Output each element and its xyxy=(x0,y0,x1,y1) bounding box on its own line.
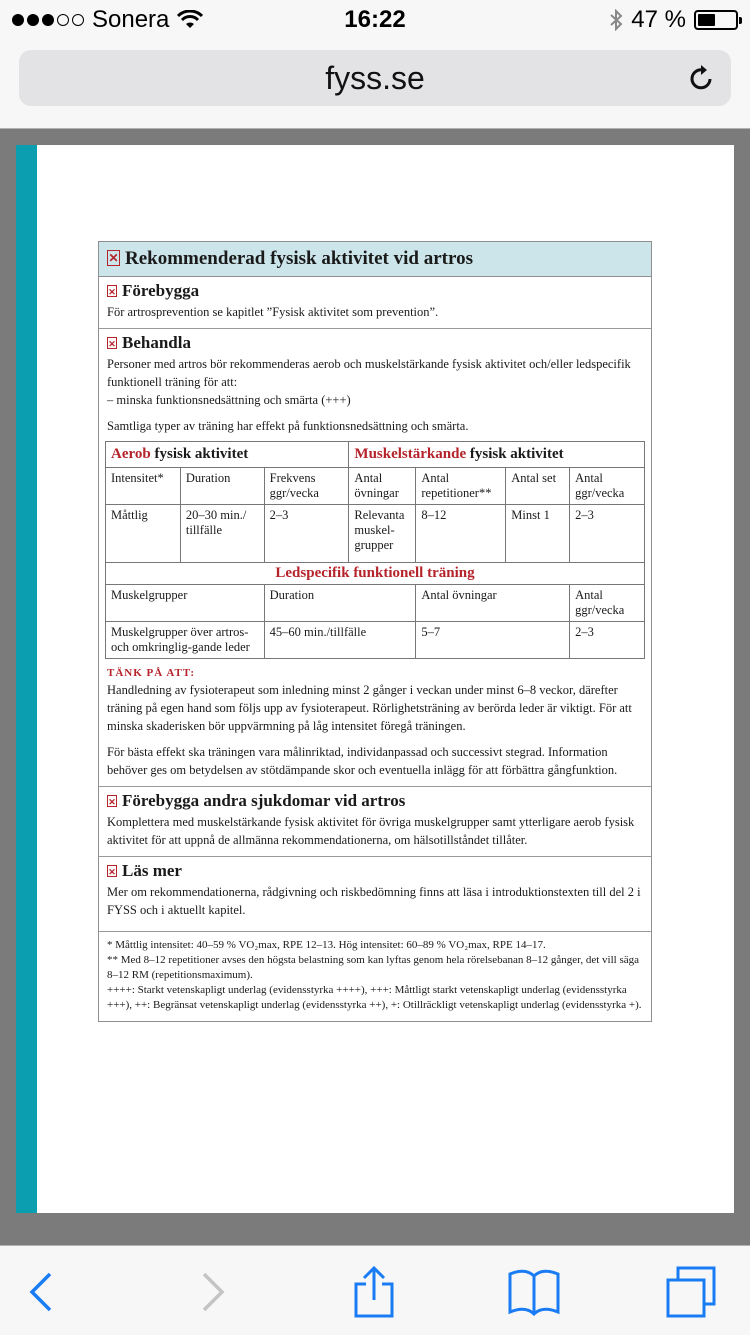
carrier-name: Sonera xyxy=(92,6,170,33)
browser-toolbar xyxy=(0,40,750,129)
square-icon: ✕ xyxy=(108,797,116,807)
section-heading: ✕ Behandla xyxy=(108,333,191,352)
recommendation-box xyxy=(98,241,652,1022)
led-title: Ledspecifik funktionell träning xyxy=(106,563,645,585)
bookmarks-icon[interactable] xyxy=(506,1264,562,1320)
address-bar[interactable] xyxy=(19,50,731,106)
led-row: Muskelgrupper över artros- och omkringlig-gande leder 45–60 min./tillfälle 5–7 2–3 xyxy=(106,622,645,659)
think-paragraph: Handledning av fysioterapeut som inledning minst 2 gånger i veckan under minst 6–8 veckor, därefter träning på egen hand som följs upp av fysioterapeut. Rörlighetsträning av berörda leder är viktigt. För att minska skaderisken bör uppvärmning på låg intensitet föregå träningen. xyxy=(107,683,632,733)
treat-paragraph-2: Samtliga typer av träning har effekt på funktionsnedsättning och smärta. xyxy=(107,419,469,433)
square-icon: ✕ xyxy=(108,339,116,349)
aerob-header: Aerob fysisk aktivitet xyxy=(106,442,349,468)
status-bar xyxy=(0,0,750,40)
treat-paragraph: Personer med artros bör rekommenderas aerob och muskelstärkande fysisk aktivitet och/eller ledspecifik funktionell träning för att: – minska funktionsnedsättning och smärta (+++) xyxy=(107,357,631,407)
status-right xyxy=(609,6,738,34)
square-icon: ✕ xyxy=(108,251,119,265)
section-other xyxy=(99,787,651,857)
section-prevent xyxy=(99,277,651,329)
footnotes xyxy=(99,932,651,1021)
think-title: TÄNK PÅ ATT: xyxy=(107,667,195,679)
bluetooth-icon xyxy=(609,9,623,31)
page-color-strip xyxy=(16,145,37,1213)
clock: 16:22 xyxy=(344,6,406,33)
training-table xyxy=(105,441,645,659)
footnote: * Måttlig intensitet: 40–59 % VO₂max, RPE 12–13. Hög intensitet: 60–89 % VO₂max, RPE 14–17. xyxy=(107,939,546,951)
footnote: ** Med 8–12 repetitioner avses den högsta belastning som kan lyftas genom hela rörelsebanan 8–12 gånger, det vill säga 8–12 RM (repetitionsmaximum). xyxy=(107,954,640,981)
share-icon[interactable] xyxy=(346,1264,402,1320)
reload-icon[interactable] xyxy=(685,62,717,94)
section-text: För artrosprevention se kapitlet ”Fysisk aktivitet som prevention”. xyxy=(107,305,439,319)
table-header-row: Intensitet* Duration Frekvens ggr/vecka Antal övningar Antal repetitioner** Antal set Antal ggr/vecka xyxy=(106,468,645,505)
section-treat xyxy=(99,329,651,787)
url-text: fyss.se xyxy=(325,60,425,96)
square-icon: ✕ xyxy=(108,867,116,877)
led-header-row: Muskelgrupper Duration Antal övningar Antal ggr/vecka xyxy=(106,585,645,622)
section-more xyxy=(99,857,651,932)
battery-percent: 47 % xyxy=(631,6,686,33)
table-row: Måttlig 20–30 min./ tillfälle 2–3 Relevanta muskel-grupper 8–12 Minst 1 2–3 xyxy=(106,505,645,563)
footnote: ++++: Starkt vetenskapligt underlag (evidensstyrka ++++), +++: Måttligt starkt vetenskapligt underlag (evidensstyrka +++), ++: Begränsat vetenskapligt underlag (evidensstyrka ++), +: Otillräckligt vetenskapligt underlag (evidensstyrka +). xyxy=(107,984,642,1011)
section-text: Mer om rekommendationerna, rådgivning och riskbedömning finns att läsa i introduktionstexten till del 2 i FYSS och i aktuellt kapitel. xyxy=(107,885,641,917)
bottom-toolbar xyxy=(0,1245,750,1335)
section-heading: ✕ Förebygga andra sjukdomar vid artros xyxy=(108,791,406,810)
web-content[interactable] xyxy=(0,129,750,1245)
section-heading: ✕ Förebygga xyxy=(108,281,200,300)
section-text: Komplettera med muskelstärkande fysisk aktivitet för övriga muskelgrupper samt ytterligare aerob fysisk aktivitet för att uppnå de allmänna rekommendationerna, om hälsotillståndet tillåter. xyxy=(107,815,635,847)
battery-icon xyxy=(694,10,738,30)
back-icon[interactable] xyxy=(14,1264,70,1320)
forward-icon[interactable] xyxy=(184,1264,240,1320)
square-icon: ✕ xyxy=(108,287,116,297)
pdf-page xyxy=(16,145,734,1213)
think-paragraph-2: För bästa effekt ska träningen vara målinriktad, individanpassad och successivt stegrad. Information behöver ges om betydelsen av stötdämpande skor och eventuella inlägg för att förbättra gångfunktion. xyxy=(107,745,618,777)
section-heading: ✕ Läs mer xyxy=(108,861,182,880)
box-title: ✕ Rekommenderad fysisk aktivitet vid artros xyxy=(99,242,651,277)
tabs-icon[interactable] xyxy=(664,1264,720,1320)
muskel-header: Muskelstärkande fysisk aktivitet xyxy=(349,442,645,468)
